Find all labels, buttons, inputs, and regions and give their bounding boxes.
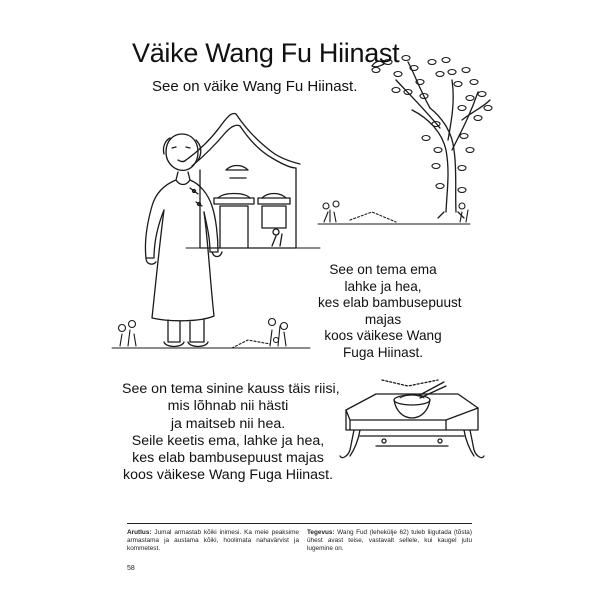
footer-divider	[127, 523, 472, 524]
girl-illustration	[145, 134, 222, 347]
verse-line: koos väikese Wang Fuga Hiinast.	[122, 467, 334, 484]
verse-line: ja maitseb nii hea.	[170, 415, 286, 432]
verse-line: mis lõhnab nii hästi	[167, 398, 289, 415]
garden-left	[112, 319, 310, 349]
verse-line: Fuga Hiinast.	[342, 344, 424, 360]
verse-line: kes elab bambusepuust majas	[132, 450, 324, 467]
discussion-label: Arutlus:	[127, 529, 152, 536]
verse-line: kes elab bambusepuust	[318, 295, 462, 310]
page-title: Väike Wang Fu Hiinast	[132, 38, 400, 68]
footer-activity-note	[307, 529, 472, 554]
verse-line: See on tema ema	[329, 262, 437, 277]
verse-line: lahke ja hea,	[344, 278, 422, 294]
tree-illustration	[372, 56, 492, 219]
verse-line: Seile keetis ema, lahke ja hea,	[131, 432, 325, 449]
page-number: 58	[127, 565, 135, 572]
page-subtitle: See on väike Wang Fu Hiinast.	[152, 78, 358, 95]
discussion-text: Jumal armastab kõiki inimesi. Ka meie peaksime armastama ja austama kõiki, hoolimata nahavärvist ja kommetest.	[127, 529, 299, 553]
garden-right	[318, 201, 470, 224]
verse-mother	[318, 262, 462, 361]
table-with-bowl-illustration	[340, 380, 484, 458]
verse-line: majas	[364, 311, 402, 327]
footer-discussion-note	[127, 529, 299, 554]
activity-label: Tegevus:	[307, 529, 335, 536]
activity-text: Wang Fud (lehekülje 62) tuleb liigutada (tõsta) ühest avast teise, vastavalt sellele, kui kaugel jutu lugemine on.	[307, 529, 472, 553]
verse-line: See on tema sinine kauss täis riisi,	[122, 381, 340, 397]
verse-bowl	[122, 381, 340, 485]
verse-line: koos väikese Wang	[324, 328, 442, 343]
